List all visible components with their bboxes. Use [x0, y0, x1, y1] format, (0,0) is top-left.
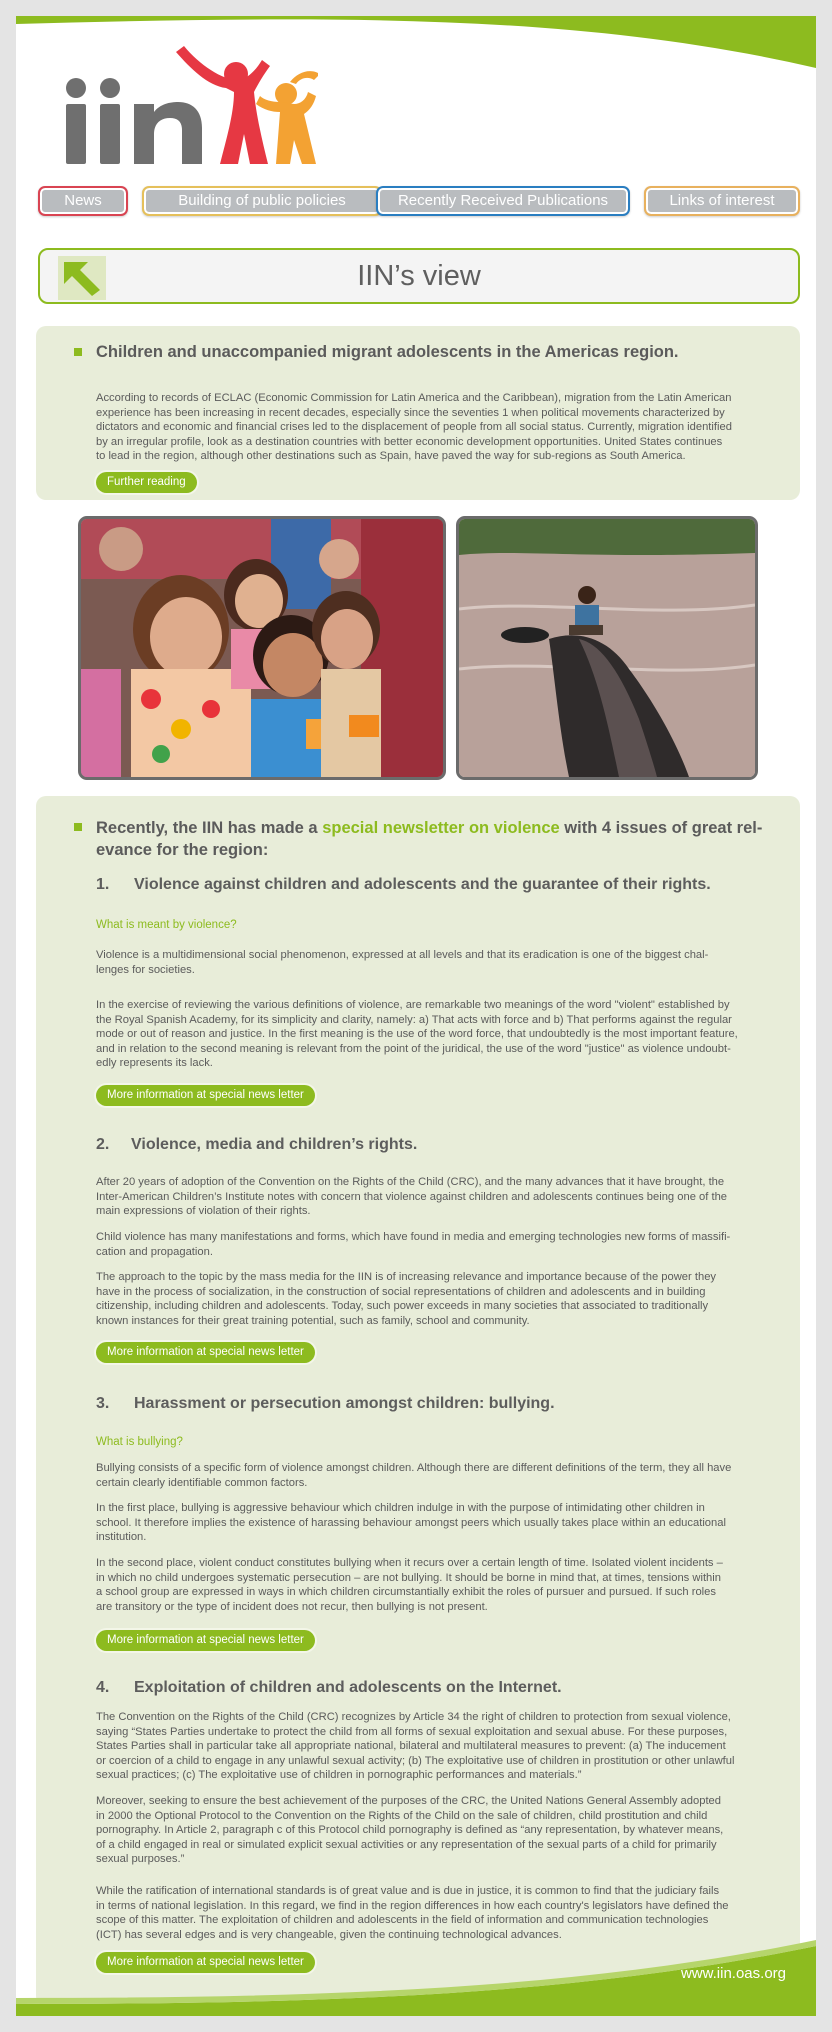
nav-public-policies-button[interactable]: Building of public policies	[142, 186, 382, 216]
section-paragraph: Violence is a multidimensional social phenomenon, expressed at all levels and that its eradication is one of the biggest chal- lenges for societies.	[96, 949, 709, 976]
more-info-button[interactable]: More information at special news letter	[96, 1630, 315, 1651]
more-info-button[interactable]: More information at special news letter	[96, 1085, 315, 1106]
violence-newsletter-panel	[36, 796, 800, 2006]
nav-news-button[interactable]: News	[38, 186, 128, 216]
section-paragraph: The approach to the topic by the mass media for the IIN is of increasing relevance and importance because of the power they have in the process of socialization, in the construction of social representations of children and adolescents and in building citizenship, including children and adolescents. Today, such power exceeds in many societies that associated to traditionally known instances for their great training potential, such as family, school and community.	[96, 1271, 717, 1327]
section-paragraph: In the exercise of reviewing the various definitions of violence, are remarkable two meanings of the word "violent" established by the Royal Spanish Academy, for its simplicity and clarity, namely: a) That acts with force and b) That performs against the regular mode or out of reason and justice. In the first meaning is the use of the word force, that undoubtedly is the most important feature, and in relation to the second meaning is relevant from the point of the juridical, the use of the word "justice" as violence undoubt- edly represents its lack.	[96, 999, 738, 1070]
more-info-button[interactable]: More information at special news letter	[96, 1952, 315, 1973]
nav-publications-button[interactable]: Recently Received Publications	[376, 186, 630, 216]
section-title: Violence against children and adolescents and the guarantee of their rights.	[134, 876, 711, 893]
children-group-photo	[78, 516, 446, 780]
section-title: Harassment or persecution amongst children: bullying.	[134, 1395, 555, 1412]
section-paragraph: Bullying consists of a specific form of violence amongst children. Although there are different definitions of the term, they all have certain clearly identifiable common factors.	[96, 1462, 732, 1489]
bullet-square	[74, 823, 82, 831]
section-paragraph: The Convention on the Rights of the Child (CRC) recognizes by Article 34 the right of children to protection from sexual violence, saying “States Parties undertake to protect the child from all forms of sexual exploitation and sexual abuse. For these purposes, States Parties shall in particular take all appropriate national, bilateral and multilateral measures to prevent: (a) The inducement or coercion of a child to engage in any unlawful sexual activity; (b) The exploitative use of children in prostitution or other unlawful sexual practices; (c) The exploitative use of children in pornographic performances and materials.”	[96, 1711, 735, 1782]
newsletter-intro: Recently, the IIN has made a special newsletter on violence with 4 issues of great rel- evance for the region:	[96, 819, 763, 859]
more-info-button[interactable]: More information at special news letter	[96, 1342, 315, 1363]
section-subtitle: What is meant by violence?	[96, 919, 237, 931]
section-number: 3.	[96, 1395, 110, 1412]
section-paragraph: In the first place, bullying is aggressive behaviour which children indulge in with the purpose of intimidating other children in school. It therefore implies the existence of harassing behaviour amongst peers which usually takes place within an educational institution.	[96, 1502, 726, 1544]
article-title: Children and unaccompanied migrant adolescents in the Americas region.	[96, 343, 679, 361]
section-paragraph: Moreover, seeking to ensure the best achievement of the purposes of the CRC, the United Nations General Assembly adopted in 2000 the Optional Protocol to the Convention on the Rights of the Child on the sale of children, child prostitution and child pornography. In Article 2, paragraph c of this Protocol child pornography is defined as “any representation, by whatever means, of a child engaged in real or simulated explicit sexual activities or any representation of the sexual parts of a child for primarily sexual purposes.”	[96, 1795, 724, 1866]
section-number: 1.	[96, 876, 110, 893]
boy-on-canoe-photo	[456, 516, 758, 780]
iin-logo	[58, 44, 318, 174]
section-title: Violence, media and children’s rights.	[131, 1136, 418, 1153]
footer-url-link[interactable]: www.iin.oas.org	[680, 1965, 786, 1982]
section-subtitle: What is bullying?	[96, 1436, 183, 1448]
section-paragraph: Child violence has many manifestations and forms, which have found in media and emerging technologies new forms of massifi- cation and propagation.	[96, 1231, 731, 1258]
section-paragraph: After 20 years of adoption of the Convention on the Rights of the Child (CRC), and the many advances that it have brought, the Inter-American Children’s Institute notes with concern that violence against children and adolescents continues being one of the main expressions of violation of their rights.	[96, 1176, 728, 1218]
iin-view-header	[38, 248, 800, 304]
newsletter-page	[16, 16, 816, 2016]
special-newsletter-link[interactable]: special newsletter on violence	[322, 819, 560, 837]
section-paragraph: While the ratification of international standards is of great value and is due in justice, it is common to find that the judiciary fails in terms of national legislation. In this regard, we find in the region differences in how each country's legislators have defined the scope of this matter. The exploitation of children and adolescents in the field of information and communication technologies (ICT) has several edges and is very changeable, given the continuing technological advances.	[96, 1885, 729, 1941]
page-title: IIN’s view	[357, 260, 481, 292]
section-number: 4.	[96, 1679, 110, 1696]
section-title: Exploitation of children and adolescents on the Internet.	[134, 1679, 562, 1696]
bullet-square	[74, 348, 82, 356]
migration-article-panel	[36, 326, 800, 500]
nav-links-button[interactable]: Links of interest	[644, 186, 800, 216]
section-paragraph: In the second place, violent conduct constitutes bullying when it recurs over a certain length of time. Isolated violent incidents – in which no child undergoes systematic persecution – are not bullying. It should be borne in mind that, at times, tensions within a school group are expressed in ways in which children circumstantially exhibit the roles of pursuer and pursued. If such roles are transitory or the type of incident does not recur, then bullying is not present.	[96, 1557, 723, 1613]
article-body: According to records of ECLAC (Economic Commission for Latin America and the Caribbean), migration from the Latin American experience has been increasing in recent decades, especially since the seventies 1 when political movements characterized by dictators and economic and financial crises led to the displacement of people from all social status. Currently, migration identified by an irregular profile, look as a destination countries with better economic development opportunities. United States continues to lead in the region, although other destinations such as Spain, have paved the way for sub-regions as South America.	[96, 392, 732, 463]
further-reading-button[interactable]: Further reading	[96, 472, 197, 493]
section-number: 2.	[96, 1136, 110, 1153]
